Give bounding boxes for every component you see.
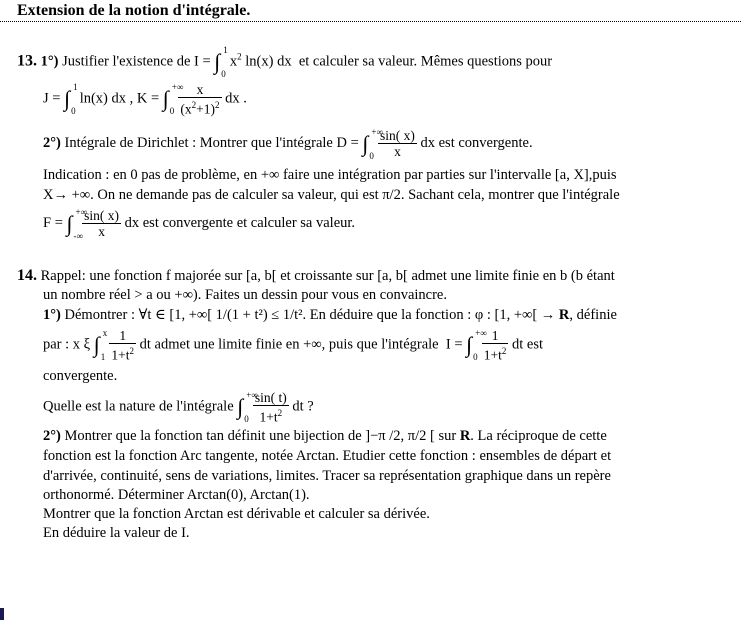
scroll-marker — [0, 608, 4, 620]
integral-sign: ∫ +∞ 0 — [362, 126, 383, 161]
ex13-q1-label: 1°) — [40, 53, 59, 70]
ex14-line1: 14. Rappel: une fonction f majorée sur [a, b[ et croissante sur [a, b[ admet une limite finie en b (b étant — [17, 267, 615, 284]
phi-fraction: $\frac{1}{1+t^2}$ — [111, 328, 135, 363]
integral-sign: ∫ 1 0 — [64, 82, 78, 117]
ex14-line7: 2°) Montrer que la fonction tan définit une bijection de ]−π /2, π/2 [ sur R. La réciproque de cette — [43, 428, 607, 444]
ex14-line4: par : x ξ ∫ x 1 $\frac{1}{1+t^2}$ dt admet une limite finie en +∞, puis que l'intégrale I = ∫ +∞ 0 $\frac{1}{1+t^2}$ dt est — [43, 328, 544, 363]
integral-sign: ∫ +∞ 0 — [237, 390, 258, 425]
ex14-line6: Quelle est la nature de l'intégrale ∫ +∞ 0 $\frac{\sin( t)}{1+t^2}$ dt ? — [43, 390, 314, 425]
ex13-q1-text-b: et calculer sa valeur. Mêmes questions pour — [298, 53, 553, 70]
ex13-indication-2: X→ +∞. On ne demande pas de calculer sa valeur, qui est π/2. Sachant cela, montrer que l'intégrale — [43, 187, 620, 203]
title-rule — [0, 21, 741, 22]
K-fraction: $\frac{x}{(x^2+1)^2}$ — [180, 82, 220, 117]
ex14-number: 14. — [17, 267, 37, 284]
ex13-indication-1: Indication : en 0 pas de problème, en +∞ faire une intégration par parties sur l'intervalle [a, X],puis — [43, 167, 617, 183]
I-fraction: $\frac{1}{1+t^2}$ — [483, 328, 507, 363]
integral-sign: ∫ 1 0 — [214, 45, 228, 79]
integral-sign: ∫ +∞ 0 — [162, 82, 184, 117]
ex14-line9: d'arrivée, continuité, sens de variations, limites. Tracer sa représentation graphique dans un repère — [43, 468, 611, 484]
ex13-number: 13. — [17, 52, 37, 70]
ex14-line3: 1°) Démontrer : ∀t ∈ [1, +∞[ 1/(1 + t²) ≤ 1/t². En déduire que la fonction : φ : [1, +∞[ → R, définie — [43, 307, 617, 323]
ex14-line10: orthonormé. Déterminer Arctan(0), Arctan(1). — [43, 487, 310, 503]
integral-sign: ∫ x 1 — [93, 328, 108, 363]
ex14-line12: En déduire la valeur de I. — [43, 525, 190, 541]
ex13-line3: 2°) Intégrale de Dirichlet : Montrer que l'intégrale D = ∫ +∞ 0 $\frac{\sin( x)}{x}$ dx est convergente. — [43, 126, 533, 161]
D-fraction: $\frac{\sin( x)}{x}$ — [380, 128, 415, 159]
ex13-q2-label: 2°) — [43, 134, 61, 151]
ex13-line2: J = ∫ 1 0 ln(x) dx , K = ∫ +∞ 0 $\frac{x}{(x^2+1)^2}$ dx . — [43, 82, 247, 117]
ex13-q1-text: Justifier l'existence de I = — [62, 53, 211, 70]
ex14-line5: convergente. — [43, 368, 118, 384]
ex13-line-F: F = ∫ +∞ -∞ $\frac{\sin( x)}{x}$ dx est convergente et calculer sa valeur. — [43, 206, 356, 241]
page-title: Extension de la notion d'intégrale. — [17, 2, 251, 19]
integral-sign: ∫ +∞ -∞ — [66, 206, 87, 241]
ex14-line11: Montrer que la fonction Arctan est dérivable et calculer sa dérivée. — [43, 506, 430, 522]
sin-t-fraction: $\frac{\sin( t)}{1+t^2}$ — [254, 390, 287, 425]
ex14-line2: un nombre réel > a ou +∞). Faites un dessin pour vous en convaincre. — [43, 287, 447, 303]
ex14-line8: fonction est la fonction Arc tangente, notée Arctan. Etudier cette fonction : ensembles de départ et — [43, 448, 612, 464]
ex13-line1: 13. 1°) Justifier l'existence de I = ∫ 1 0 $x^2$ ln(x) dx et calculer sa valeur. Mêmes questions pour — [17, 45, 553, 79]
integral-sign: ∫ +∞ 0 — [466, 328, 487, 363]
F-fraction: $\frac{\sin( x)}{x}$ — [84, 208, 119, 239]
